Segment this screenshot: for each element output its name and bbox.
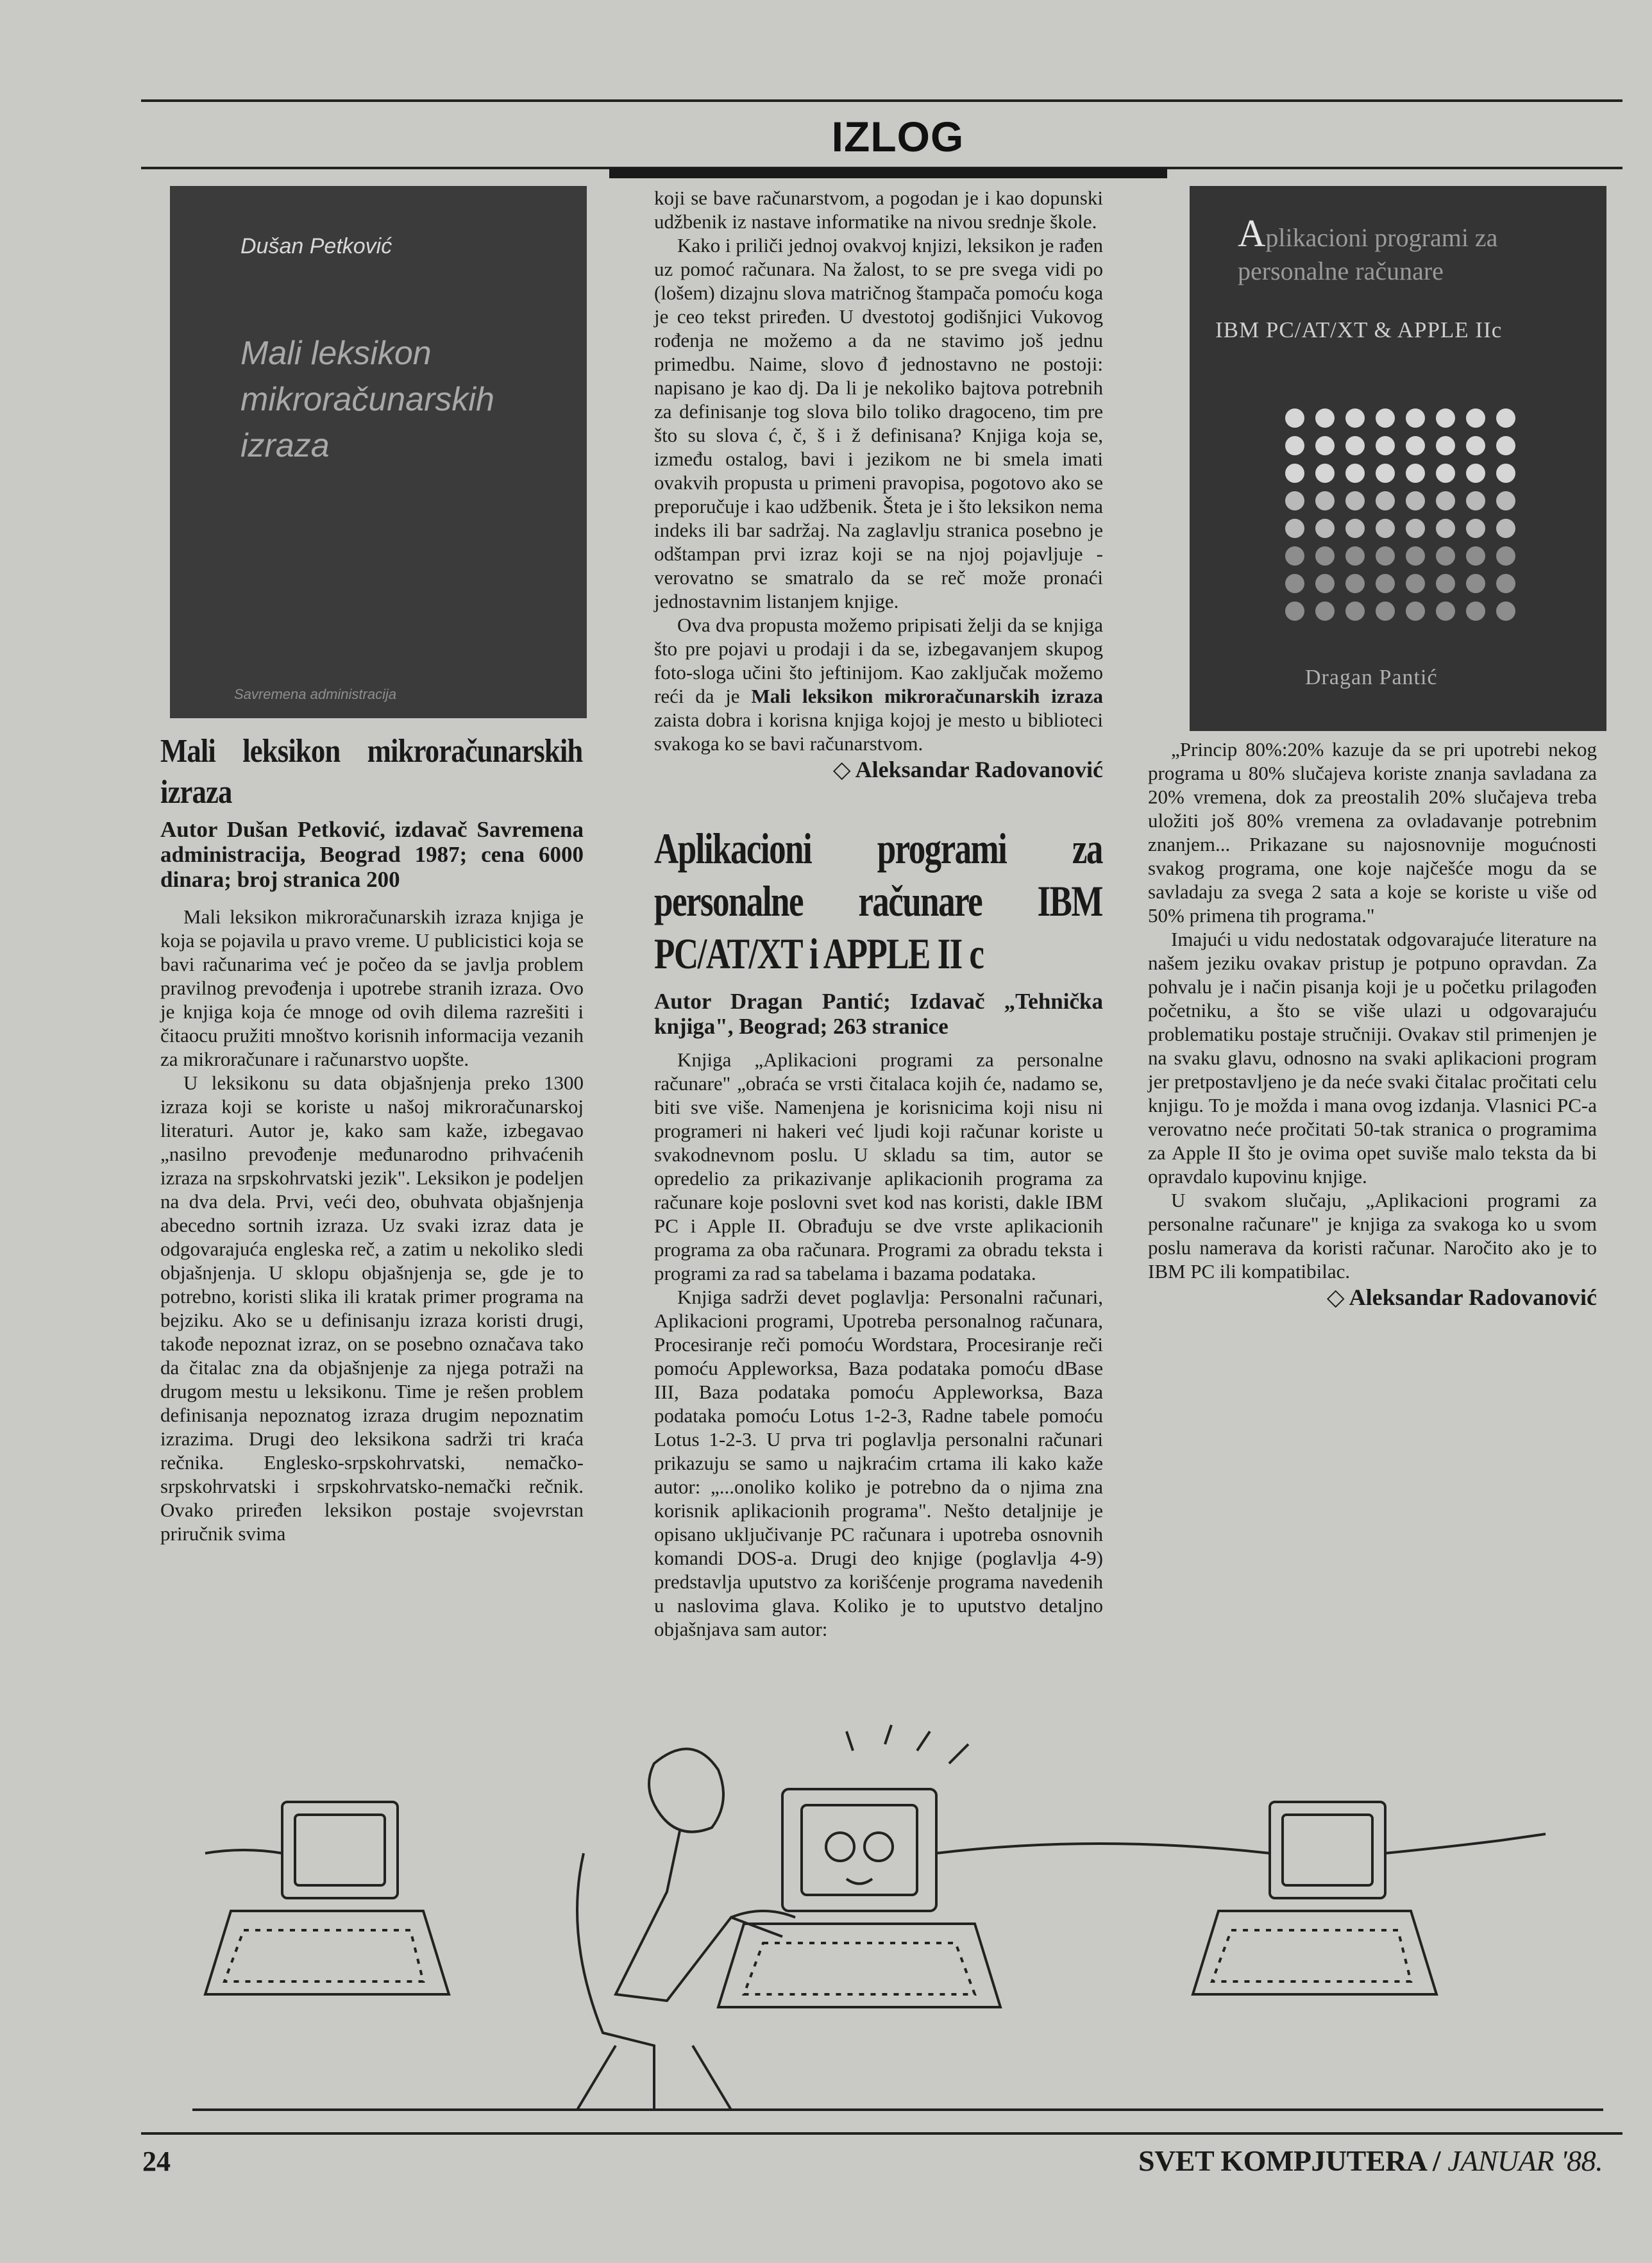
- cover-dot: [1436, 602, 1455, 621]
- cover-title-line: mikroračunarskih: [240, 381, 494, 418]
- cover-publisher: Savremena administracija: [234, 686, 397, 702]
- cover-dot: [1376, 436, 1395, 455]
- cover-dot: [1285, 546, 1304, 566]
- article2-paragraph: U svakom slučaju, „Aplikacioni programi za personalne računare" je knjiga za svakoga ko u svom poslu namerava da koristi računar. Naročito ako je to IBM PC ili kompatibilac.: [1148, 1189, 1597, 1283]
- article1-byline: Autor Dušan Petković, izdavač Savremena administracija, Beograd 1987; cena 6000 dinara; broj stranica 200: [160, 817, 584, 892]
- cover-title-line: Mali leksikon: [240, 335, 432, 372]
- cover-dot: [1406, 464, 1425, 483]
- issue-date: JANUAR '88.: [1447, 2144, 1603, 2177]
- cover-dot: [1466, 408, 1485, 428]
- cover-dot: [1466, 546, 1485, 566]
- cover-dot: [1496, 546, 1515, 566]
- cover-dot: [1496, 519, 1515, 538]
- page-number: 24: [142, 2146, 171, 2177]
- article1-title: Mali leksikon mikroračunarskih izraza: [160, 733, 583, 811]
- cover-dot: [1496, 491, 1515, 510]
- article1-text: Ova dva propusta možemo pripisati želji da se knjiga što pre pojavi u prodaji i da se, izbegavanjem skupog foto-sloga učini što jeftinijom. Kao zaključak možemo reći da je: [654, 614, 1103, 707]
- magazine-footer: [1138, 2144, 1603, 2178]
- article1-book-name: Mali leksikon mikroračunarskih izraza: [751, 685, 1103, 707]
- cover-dot: [1436, 464, 1455, 483]
- cover-dot: [1315, 464, 1335, 483]
- cover-author: Dušan Petković: [240, 234, 392, 258]
- cover-dot: [1376, 574, 1395, 593]
- cover-dot: [1466, 491, 1485, 510]
- article1-paragraph: Kako i priliči jednoj ovakvoj knjizi, leksikon je rađen uz pomoć računara. Na žalost, to se pre svega vidi po (lošem) dizajnu slova matričnog štampača pomoću koga je ceo tekst priređen. U dvestotoj godišnjici Vukovog rođenja ne možemo a da ne stavimo još jednu primedbu. Naime, slovo đ jednostavno ne postoji: napisano je kao dj. Da li je nekoliko bajtova potrebnih za definisanje tog slova bilo toliko dragoceno, tim pre što su slova ć, č, š i ž definisana? Knjiga koja se, između ostalog, bavi i jezikom ne bi smela imati ovakvih propusta u primeni pravopisa, pogotovo ako se preporučuje i kao udžbenik. Šteta je i što leksikon nema indeks ili bar sadržaj. Na zaglavlju stranica posebno je odštampan prvi izraz koji se na njoj pojavljuje - verovatno se smatralo da se reč može pronaći jednostavnim listanjem knjige.: [654, 234, 1103, 612]
- cover-dot: [1496, 408, 1515, 428]
- cover-dot: [1345, 436, 1365, 455]
- article1-paragraph: U leksikonu su data objašnjenja preko 1300 izraza koji se koriste u našoj mikroračunarskoj literaturi. Autor je, kako sam kaže, izbegavao „nasilno prevođenje međunarodno prihvaćenih izraza na srpskohrvatski jezik". Leksikon je podeljen na dva dela. Prvi, veći deo, obuhvata objašnjenja abecedno sortnih izraza. Uz svaki izraz data je odgovarajuća engleska reč, a zatim u nekoliko sledi objašnjenja. U sklopu objašnjenja se, gde je to potrebno, koristi slika ili kratak primer programa na bejziku. Ako se u definisanju izraza koristi drugi, takođe nepoznat izraz, on se posebno označava tako da čitalac zna da objašnjenje za njega potraži na drugom mestu u leksikonu. Time je rešen problem definisanja nepoznatog izraza drugim nepoznatim izrazima. Drugi deo leksikona sadrži tri kraća rečnika. Englesko-srpskohrvatski, nemačko-srpskohrvatski i srpskohrvatsko-nemački rečnik. Ovako priređen leksikon postaje svojevrstan priručnik svima: [160, 1072, 584, 1545]
- cover-dot: [1406, 546, 1425, 566]
- cover-dot: [1406, 408, 1425, 428]
- cover-dot: [1436, 574, 1455, 593]
- cover-dot: [1315, 519, 1335, 538]
- cover-dot: [1406, 602, 1425, 621]
- cover-dot: [1315, 546, 1335, 566]
- article2-byline: Autor Dragan Pantić; Izdavač „Tehnička knjiga", Beograd; 263 stranice: [654, 989, 1103, 1039]
- article1-column-1: [160, 731, 584, 1545]
- cable-right: [936, 1844, 1270, 1853]
- cover-dot: [1285, 574, 1304, 593]
- cover-dot: [1376, 408, 1395, 428]
- magazine-name: SVET KOMPJUTERA /: [1138, 2144, 1448, 2177]
- cover-dot: [1376, 546, 1395, 566]
- article2-text: Knjiga sadrži devet poglavlja: Personalni računari, Aplikacioni programi, Upotreba personalnog računara, Procesiranje reči pomoću Wordstara, Procesiranje reči pomoću Appleworksa, Baza podataka pomoću dBase III, Baza podataka pomoću Appleworksa, Baza podataka pomoću Lotus 1-2-3, Radne tabele pomoću Lotus 1-2-3. U prva tri poglavlja personalni računari prikazuju se samo u najkraćim crtama ili kako kaže autor: „...onoliko koliko je potrebno da o njima zna korisnik aplikacionih programa". Nešto detaljnije je opisano uključivanje PC računara i upotreba osnovnih komandi DOS-a. Drugi deo knjige (poglavlja 4-9) predstavlja uputstvo za korišćenje programa navedenih u naslovima glava. Koliko je to uputstvo detaljno objašnjava sam autor:: [654, 1286, 1103, 1640]
- cover-dot: [1376, 519, 1395, 538]
- cover-dot: [1345, 519, 1365, 538]
- cover-dot: [1376, 464, 1395, 483]
- cover-dot: [1466, 436, 1485, 455]
- article2-column-3: [1148, 737, 1597, 1311]
- cover-dot: [1436, 436, 1455, 455]
- cover-dot: [1406, 491, 1425, 510]
- article1-paragraph: [654, 613, 1103, 755]
- header-bar: [609, 168, 1167, 178]
- cover-dot: [1345, 408, 1365, 428]
- article1-signature: ◇ Aleksandar Radovanović: [832, 757, 1103, 782]
- cover-dot: [1315, 574, 1335, 593]
- section-label: IZLOG: [831, 113, 965, 160]
- article2-signature: ◇ Aleksandar Radovanović: [1326, 1284, 1597, 1310]
- cover-dot: [1466, 602, 1485, 621]
- cover-dot: [1285, 519, 1304, 538]
- cartoon-illustration: [167, 1725, 1629, 2135]
- hand-right: [1385, 1834, 1546, 1853]
- article2-paragraph: Imajući u vidu nedostatak odgovarajuće literature na našem jeziku ovakav pristup je potpuno opravdan. Za pohvalu je i način pisanja koji je u početku prilagođen početniku, a što se više ulazi u odgovarajuću problematiku postaje stručniji. Ovakav stil primenjen je na svaku glavu, odnosno na svaki aplikacioni program jer pretpostavljeno je da neće svaki čitalac pročitati celu knjigu. To je možda i mana ovog izdanja. Vlasnici PC-a verovatno neće pročitati 50-tak stranica o programima za Apple II što je ovima opet suviše malo teksta da bi opravdalo kupovinu knjige.: [1148, 928, 1597, 1188]
- article1-column-2: [654, 186, 1103, 1640]
- book-cover-leksikon: [170, 186, 587, 718]
- article2-paragraph: [654, 1048, 1103, 1640]
- cover-dot: [1285, 408, 1304, 428]
- cover-dot: [1376, 602, 1395, 621]
- article1-text: zaista dobra i korisna knjiga kojoj je mesto u biblioteci svakoga ko se bavi računarstvom.: [654, 709, 1103, 755]
- header-rule: [141, 99, 1622, 102]
- cover-dot: [1315, 436, 1335, 455]
- article1-paragraph: Mali leksikon mikroračunarskih izraza knjiga je koja se pojavila u pravo vreme. U publicistici koja se bavi računarima već je počeo da se javlja problem pravilnog prevođenja i upotrebe stranih izraza. Ovo je knjiga koja će mnoge od ovih dilema razrešiti i čitaocu pružiti mnoštvo korisnih informacija vezanih za mikroračunare i računarstvo uopšte.: [160, 905, 584, 1070]
- cover-dot: [1315, 602, 1335, 621]
- cover-author: Dragan Pantić: [1305, 666, 1438, 689]
- cover-initial: A: [1238, 212, 1266, 255]
- cover-dot: [1436, 408, 1455, 428]
- cover-dot: [1315, 408, 1335, 428]
- computer-center: [718, 1789, 1000, 2007]
- cover-title: [1238, 212, 1597, 288]
- cover-dot: [1285, 436, 1304, 455]
- article1-paragraph: koji se bave računarstvom, a pogodan je i kao dopunski udžbenik iz nastave informatike na nivou srednje škole.: [654, 187, 1103, 233]
- cover-title: [240, 330, 574, 469]
- cover-dot: [1436, 546, 1455, 566]
- excitement-lines: [847, 1725, 968, 1763]
- person-in-chair: [577, 1749, 795, 2110]
- computer-left: [205, 1802, 449, 1994]
- cover-dot: [1345, 491, 1365, 510]
- cover-dot: [1496, 602, 1515, 621]
- cover-subtitle: IBM PC/AT/XT & APPLE IIc: [1215, 317, 1503, 342]
- cover-title-rest: plikacioni programi za personalne računare: [1238, 223, 1498, 285]
- cover-dot: [1315, 491, 1335, 510]
- article2-text: Knjiga „Aplikacioni programi za personalne računare" „obraća se vrsti čitalaca kojih će, nadamo se, biti sve više. Namenjena je korisnicima koji nisu ni programeri ni hakeri već ljudi koji računar koriste u svakodnevnom poslu. U skladu sa tim, autor se opredelio za prikazivanje aplikacionih programa za računare koje poslovni svet kod nas koristi, dakle IBM PC i Apple II. Obrađuju se dve vrste aplikacionih programa za oba računara. Programi za obradu teksta i programi za rad sa tabelama i bazama podataka.: [654, 1048, 1103, 1284]
- book-cover-aplikacioni: [1190, 186, 1606, 731]
- cover-dot: [1285, 602, 1304, 621]
- cover-dot: [1406, 519, 1425, 538]
- article2-paragraph: „Princip 80%:20% kazuje da se pri upotrebi nekog programa u 80% slučajeva koriste znanja savladana za 20% vremena, dok za preostalih 20% slučajeva treba uložiti još 80% vremena za ovladavanje potrebnim znanjem... Prikazane su najosnovnije mogućnosti svakog programa, one koje najčešće mogu da se savladaju za svega 2 sata a koje se koriste u više od 50% primena tih programa.": [1148, 738, 1597, 927]
- cover-dot: [1466, 519, 1485, 538]
- cover-dot-pattern: [1279, 404, 1523, 628]
- cover-dot: [1285, 491, 1304, 510]
- cover-dot: [1285, 464, 1304, 483]
- cover-dot: [1345, 546, 1365, 566]
- cover-dot: [1466, 464, 1485, 483]
- cover-dot: [1496, 436, 1515, 455]
- cover-dot: [1345, 464, 1365, 483]
- cover-title-line: izraza: [240, 427, 330, 464]
- footer-rule: [141, 2132, 1622, 2135]
- cover-dot: [1345, 602, 1365, 621]
- hand-left: [205, 1850, 282, 1853]
- cover-dot: [1466, 574, 1485, 593]
- cover-dot: [1496, 464, 1515, 483]
- cover-dot: [1436, 491, 1455, 510]
- cover-dot: [1436, 519, 1455, 538]
- cover-dot: [1406, 436, 1425, 455]
- article2-title: Aplikacioni programi za personalne računare IBM PC/AT/XT i APPLE II c: [654, 824, 1102, 978]
- cover-dot: [1376, 491, 1395, 510]
- computer-right: [1193, 1802, 1437, 1994]
- cover-dot: [1345, 574, 1365, 593]
- cover-dot: [1496, 574, 1515, 593]
- cover-dot: [1406, 574, 1425, 593]
